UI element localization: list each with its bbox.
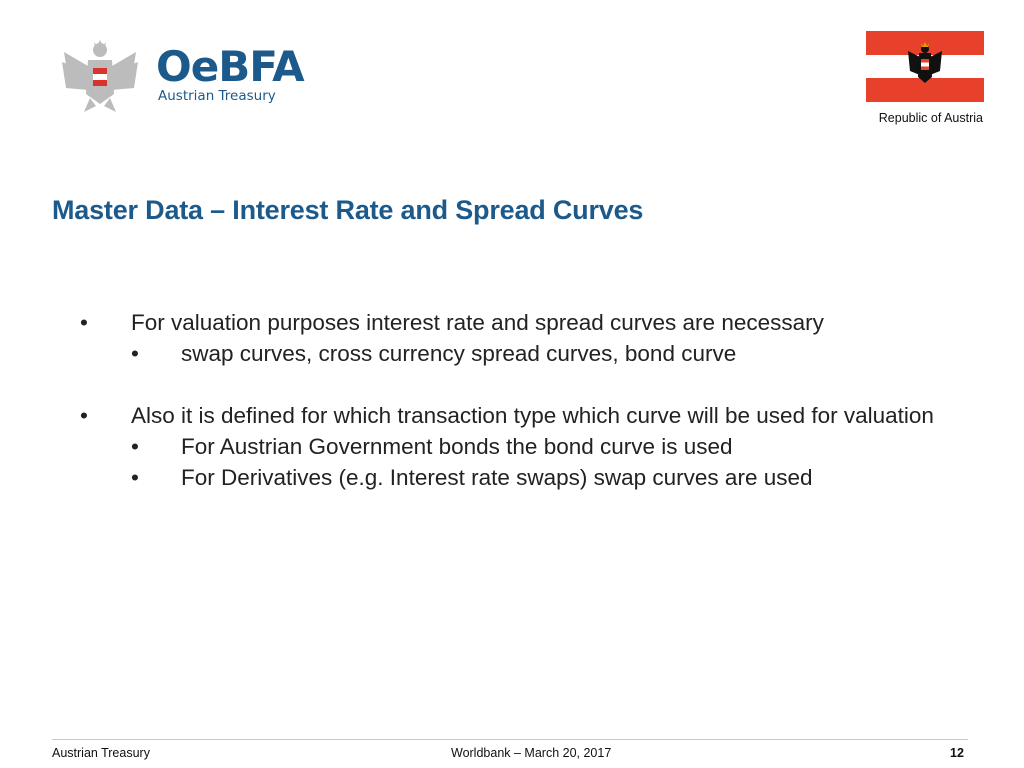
footer-organization: Austrian Treasury (52, 746, 150, 760)
bullet-marker: • (131, 465, 139, 490)
footer-event-date: Worldbank – March 20, 2017 (451, 746, 612, 760)
slide-title: Master Data – Interest Rate and Spread Curves (52, 195, 644, 225)
bullet-item (0, 307, 1024, 338)
sub-bullet-item (0, 338, 1024, 369)
logo-subtitle: Austrian Treasury (158, 88, 276, 104)
bullet-item (0, 400, 951, 431)
slide-content (0, 307, 1024, 493)
page-number: 12 (950, 746, 964, 760)
sub-bullet-text: swap curves, cross currency spread curves, bond curve (181, 341, 737, 366)
bullet-marker: • (80, 403, 88, 428)
sub-bullet-text: For Austrian Government bonds the bond curve is used (181, 434, 733, 459)
bullet-marker: • (131, 434, 139, 459)
sub-bullet-item (0, 431, 1024, 462)
austrian-eagle-logo-icon (60, 38, 140, 114)
austria-flag-icon (866, 31, 984, 102)
logo-name: OeBFA (156, 42, 304, 91)
sub-bullet-item (0, 462, 1024, 493)
bullet-text: Also it is defined for which transaction type which curve will be used for valuation (131, 403, 934, 428)
sub-bullet-text: For Derivatives (e.g. Interest rate swaps) swap curves are used (181, 465, 813, 490)
bullet-marker: • (131, 341, 139, 366)
oebfa-logo (156, 42, 304, 104)
footer-divider (52, 739, 968, 740)
republic-label: Republic of Austria (878, 111, 983, 125)
bullet-text: For valuation purposes interest rate and spread curves are necessary (131, 310, 824, 335)
bullet-marker: • (80, 310, 88, 335)
